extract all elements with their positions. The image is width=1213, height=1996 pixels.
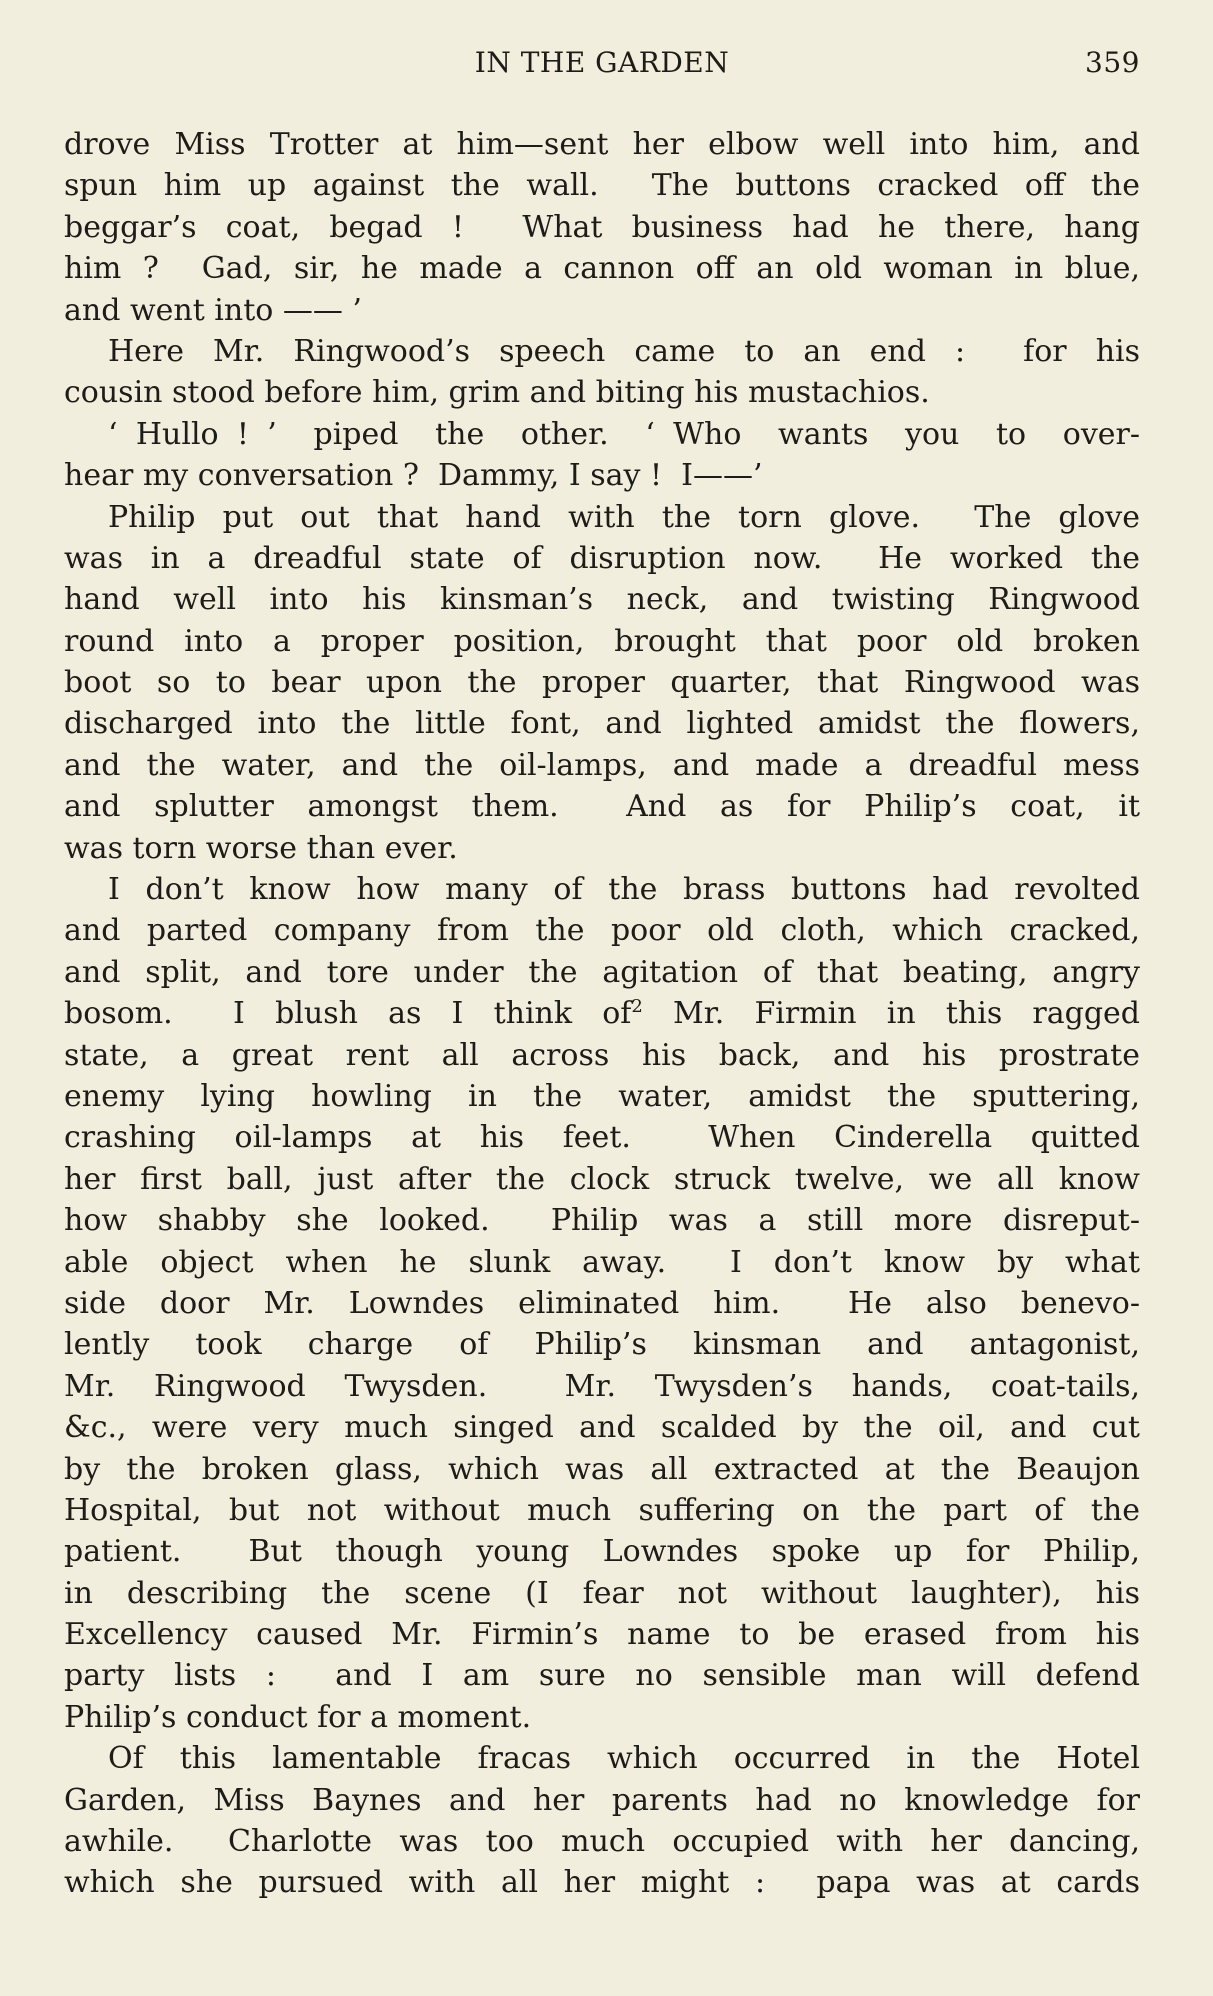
line-text: side door Mr. Lowndes eliminated him. He also benevo- bbox=[64, 1285, 1140, 1321]
line-text: Here Mr. Ringwood’s speech came to an end : for his bbox=[108, 333, 1140, 369]
line-text: party lists : and I am sure no sensible man will defend bbox=[64, 1658, 1140, 1694]
line-text: hear my conversation ? Dammy, I say ! I——’ bbox=[64, 458, 763, 494]
text-line bbox=[64, 1738, 1140, 1779]
line-text: and split, and tore under the agitation of that beating, angry bbox=[64, 954, 1140, 990]
text-line bbox=[64, 621, 1140, 662]
text-line bbox=[64, 1531, 1140, 1572]
text-line bbox=[64, 662, 1140, 703]
body-text bbox=[64, 124, 1140, 1904]
page-number: 359 bbox=[1085, 46, 1140, 79]
text-line bbox=[64, 455, 1140, 496]
line-text: awhile. Charlotte was too much occupied with her dancing, bbox=[64, 1824, 1140, 1860]
line-text: drove Miss Trotter at him—sent her elbow well into him, and bbox=[64, 127, 1140, 162]
line-text: lently took charge of Philip’s kinsman and antagonist, bbox=[64, 1327, 1140, 1363]
running-title: IN THE GARDEN bbox=[474, 46, 730, 79]
text-line bbox=[64, 1407, 1140, 1448]
text-line bbox=[64, 1780, 1140, 1821]
text-line bbox=[64, 579, 1140, 620]
text-line bbox=[64, 538, 1140, 579]
text-line bbox=[64, 165, 1140, 206]
line-text: state, a great rent all across his back, and his prostrate bbox=[64, 1037, 1140, 1073]
text-line bbox=[64, 786, 1140, 827]
text-line bbox=[64, 290, 1140, 331]
line-text: which she pursued with all her might : papa was at cards bbox=[64, 1865, 1140, 1901]
line-text: spun him up against the wall. The buttons cracked off the bbox=[64, 168, 1140, 204]
text-line bbox=[64, 124, 1140, 165]
text-line bbox=[64, 993, 1140, 1034]
line-text: and went into —— ’ bbox=[64, 292, 362, 328]
text-line bbox=[64, 372, 1140, 413]
line-text: &c., were very much singed and scalded by the oil, and cut bbox=[64, 1410, 1140, 1446]
text-line bbox=[64, 1821, 1140, 1862]
line-text: in describing the scene (I fear not without laughter), his bbox=[64, 1575, 1140, 1611]
text-line bbox=[64, 1490, 1140, 1531]
line-text: Garden, Miss Baynes and her parents had no knowledge for bbox=[64, 1782, 1140, 1818]
text-line bbox=[64, 1614, 1140, 1655]
line-text: and the water, and the oil-lamps, and made a dreadful mess bbox=[64, 747, 1140, 783]
line-text: boot so to bear upon the proper quarter, that Ringwood was bbox=[64, 665, 1140, 701]
text-line bbox=[64, 910, 1140, 951]
line-text: enemy lying howling in the water, amidst the sputtering, bbox=[64, 1078, 1140, 1114]
line-text: was in a dreadful state of disruption now. He worked the bbox=[64, 540, 1140, 576]
text-line bbox=[64, 248, 1140, 289]
text-line bbox=[64, 745, 1140, 786]
text-line bbox=[64, 1200, 1140, 1241]
line-text: crashing oil-lamps at his feet. When Cinderella quitted bbox=[64, 1120, 1140, 1156]
text-line bbox=[64, 207, 1140, 248]
line-text: able object when he slunk away. I don’t know by what bbox=[64, 1244, 1140, 1280]
line-text-continued: Mr. Firmin in this ragged bbox=[642, 996, 1140, 1032]
text-line bbox=[64, 1159, 1140, 1200]
line-text: him ? Gad, sir, he made a cannon off an old woman in blue, bbox=[64, 251, 1140, 287]
line-text: her first ball, just after the clock struck twelve, we all know bbox=[64, 1161, 1140, 1197]
line-text: Of this lamentable fracas which occurred in the Hotel bbox=[108, 1741, 1140, 1777]
line-text: Excellency caused Mr. Firmin’s name to be erased from his bbox=[64, 1617, 1140, 1653]
text-line bbox=[64, 497, 1140, 538]
text-line bbox=[64, 1862, 1140, 1903]
line-text: bosom. I blush as I think of bbox=[64, 996, 632, 1032]
line-text: Hospital, but not without much suffering on the part of the bbox=[64, 1492, 1140, 1528]
line-text: discharged into the little font, and lighted amidst the flowers, bbox=[64, 706, 1140, 742]
text-line bbox=[64, 1117, 1140, 1158]
text-line bbox=[64, 1283, 1140, 1324]
line-text: by the broken glass, which was all extracted at the Beaujon bbox=[64, 1451, 1140, 1487]
text-line bbox=[64, 703, 1140, 744]
line-text: patient. But though young Lowndes spoke up for Philip, bbox=[64, 1534, 1140, 1570]
footnote-marker: 2 bbox=[631, 996, 643, 1018]
text-line bbox=[64, 414, 1140, 455]
line-text: round into a proper position, brought that poor old broken bbox=[64, 623, 1140, 659]
text-line bbox=[64, 1324, 1140, 1365]
line-text: how shabby she looked. Philip was a still more disreput- bbox=[64, 1203, 1140, 1239]
text-line bbox=[64, 952, 1140, 993]
text-line bbox=[64, 1035, 1140, 1076]
text-line bbox=[64, 1449, 1140, 1490]
running-head bbox=[64, 46, 1140, 86]
line-text: was torn worse than ever. bbox=[64, 830, 458, 866]
text-line bbox=[64, 1655, 1140, 1696]
text-line bbox=[64, 1697, 1140, 1738]
line-text: I don’t know how many of the brass buttons had revolted bbox=[108, 872, 1140, 908]
text-line bbox=[64, 828, 1140, 869]
line-text: and splutter amongst them. And as for Philip’s coat, it bbox=[64, 789, 1140, 825]
line-text: Mr. Ringwood Twysden. Mr. Twysden’s hands, coat-tails, bbox=[64, 1368, 1140, 1404]
line-text: beggar’s coat, begad ! What business had he there, hang bbox=[64, 209, 1140, 245]
text-line bbox=[64, 1076, 1140, 1117]
text-line bbox=[64, 1573, 1140, 1614]
line-text: cousin stood before him, grim and biting his mustachios. bbox=[64, 375, 930, 411]
line-text: Philip’s conduct for a moment. bbox=[64, 1699, 532, 1735]
text-line bbox=[64, 1366, 1140, 1407]
text-line bbox=[64, 869, 1140, 910]
text-line bbox=[64, 1242, 1140, 1283]
text-line bbox=[64, 331, 1140, 372]
line-text: and parted company from the poor old cloth, which cracked, bbox=[64, 913, 1140, 949]
line-text: Philip put out that hand with the torn glove. The glove bbox=[108, 499, 1140, 535]
line-text: hand well into his kinsman’s neck, and twisting Ringwood bbox=[64, 582, 1140, 618]
line-text: ‘ Hullo ! ’ piped the other. ‘ Who wants you to over- bbox=[108, 416, 1140, 452]
